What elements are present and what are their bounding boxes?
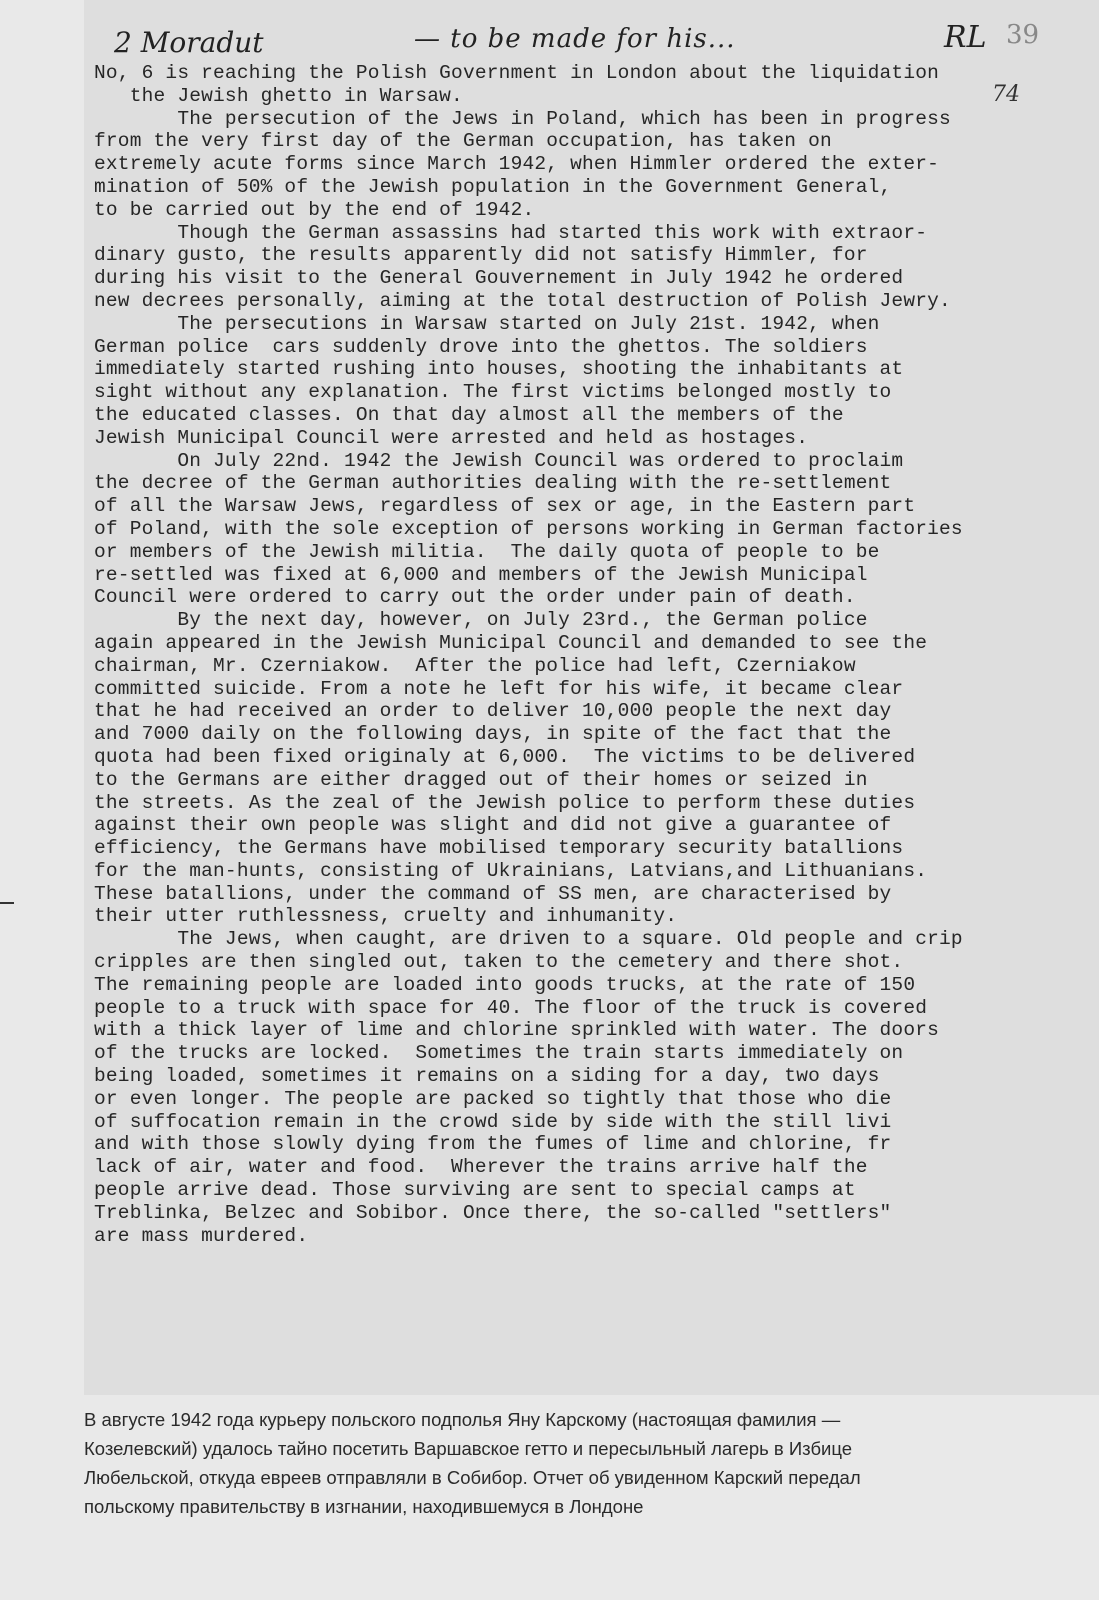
page-number: 39 — [1006, 20, 1040, 50]
typed-line: of suffocation remain in the crowd side by side with the still livi — [94, 1110, 892, 1133]
typed-line: are mass murdered. — [94, 1224, 309, 1247]
typed-line: new decrees personally, aiming at the total destruction of Polish Jewry. — [94, 289, 951, 312]
typed-line: and 7000 daily on the following days, in spite of the fact that the — [94, 723, 892, 746]
margin-mark — [0, 902, 14, 904]
typed-line: chairman, Mr. Czerniakow. After the police had left, Czerniakow — [94, 654, 856, 677]
typed-line: the educated classes. On that day almost all the members of the — [94, 403, 844, 426]
typed-line: mination of 50% of the Jewish population in the Government General, — [94, 175, 892, 198]
typed-line: people to a truck with space for 40. The floor of the truck is covered — [94, 996, 928, 1019]
typed-line: Jewish Municipal Council were arrested and held as hostages. — [94, 426, 809, 449]
typed-line: of the trucks are locked. Sometimes the train starts immediately on — [94, 1042, 904, 1065]
typed-line: their utter ruthlessness, cruelty and inhumanity. — [94, 905, 678, 928]
typed-document — [84, 0, 1099, 1395]
typed-line: from the very first day of the German occupation, has taken on — [94, 130, 832, 153]
typed-line: the streets. As the zeal of the Jewish police to perform these duties — [94, 791, 916, 814]
typed-line: re-settled was fixed at 6,000 and members of the Jewish Municipal — [94, 563, 868, 586]
caption-line: В августе 1942 года курьеру польского подполья Яну Карскому (настоящая фамилия — — [84, 1409, 841, 1430]
typed-line: sight without any explanation. The first victims belonged mostly to — [94, 381, 892, 404]
typed-line: German police cars suddenly drove into the ghettos. The soldiers — [94, 335, 868, 358]
typed-line: extremely acute forms since March 1942, when Himmler ordered the exter- — [94, 153, 940, 176]
typed-line: By the next day, however, on July 23rd., the German police — [94, 609, 868, 632]
handwritten-left: 2 Moradut — [114, 26, 264, 59]
typed-line: On July 22nd. 1942 the Jewish Council was ordered to proclaim — [94, 449, 904, 472]
caption-line: Любельской, откуда евреев отправляли в Собибор. Отчет об увиденном Карский передал — [84, 1467, 861, 1488]
typed-line: The remaining people are loaded into goods trucks, at the rate of 150 — [94, 973, 916, 996]
typed-line: that he had received an order to deliver 10,000 people the next day — [94, 700, 892, 723]
typed-line: cripples are then singled out, taken to the cemetery and there shot. — [94, 951, 904, 974]
caption-line: Козелевский) удалось тайно посетить Варшавское гетто и пересыльный лагерь в Избице — [84, 1438, 853, 1459]
typed-line: dinary gusto, the results apparently did not satisfy Himmler, for — [94, 244, 868, 267]
typed-line: the decree of the German authorities dealing with the re-settlement — [94, 472, 892, 495]
typed-line: of Poland, with the sole exception of persons working in German factories — [94, 517, 963, 540]
handwritten-initials: RL — [944, 20, 987, 55]
typed-line: quota had been fixed originaly at 6,000. The victims to be delivered — [94, 745, 916, 768]
typed-line: No, 6 is reaching the Polish Government in London about the liquidation — [94, 62, 940, 84]
typed-line: with a thick layer of lime and chlorine sprinkled with water. The doors — [94, 1019, 940, 1042]
typed-line: These batallions, under the command of SS men, are characterised by — [94, 882, 892, 905]
handwritten-middle: — to be made for his... — [414, 24, 736, 54]
typed-line: the Jewish ghetto in Warsaw. — [94, 84, 463, 107]
typed-line: being loaded, sometimes it remains on a siding for a day, two days — [94, 1065, 880, 1088]
typed-line: to the Germans are either dragged out of their homes or seized in — [94, 768, 868, 791]
typed-line: again appeared in the Jewish Municipal Council and demanded to see the — [94, 631, 928, 654]
caption-line: польскому правительству в изгнании, находившемуся в Лондоне — [84, 1496, 644, 1517]
typed-line: and with those slowly dying from the fumes of lime and chlorine, fr — [94, 1133, 892, 1156]
typed-line: immediately started rushing into houses, shooting the inhabitants at — [94, 358, 904, 381]
typed-line: during his visit to the General Gouvernement in July 1942 he ordered — [94, 267, 904, 290]
typed-line: to be carried out by the end of 1942. — [94, 198, 535, 221]
typed-text — [94, 62, 1094, 1247]
typed-line: Though the German assassins had started this work with extraor- — [94, 221, 928, 244]
typed-line: The Jews, when caught, are driven to a square. Old people and crip — [94, 928, 963, 951]
typed-line: Council were ordered to carry out the order under pain of death. — [94, 586, 856, 609]
typed-line: lack of air, water and food. Wherever the trains arrive half the — [94, 1156, 868, 1179]
typed-line: Treblinka, Belzec and Sobibor. Once there, the so-called "settlers" — [94, 1201, 892, 1224]
typed-line: The persecutions in Warsaw started on July 21st. 1942, when — [94, 312, 880, 335]
typed-line: or even longer. The people are packed so tightly that those who die — [94, 1087, 892, 1110]
typed-line: of all the Warsaw Jews, regardless of sex or age, in the Eastern part — [94, 495, 916, 518]
typed-line: against their own people was slight and did not give a guarantee of — [94, 814, 892, 837]
typed-line: committed suicide. From a note he left for his wife, it became clear — [94, 677, 904, 700]
typed-line: efficiency, the Germans have mobilised temporary security batallions — [94, 837, 904, 860]
typed-line: or members of the Jewish militia. The daily quota of people to be — [94, 540, 880, 563]
typed-line: for the man-hunts, consisting of Ukrainians, Latvians,and Lithuanians. — [94, 859, 928, 882]
page-number-secondary: 74 — [992, 82, 1020, 107]
typed-line: The persecution of the Jews in Poland, which has been in progress — [94, 107, 951, 130]
photo-caption — [84, 1405, 1044, 1521]
typed-line: people arrive dead. Those surviving are sent to special camps at — [94, 1179, 856, 1202]
